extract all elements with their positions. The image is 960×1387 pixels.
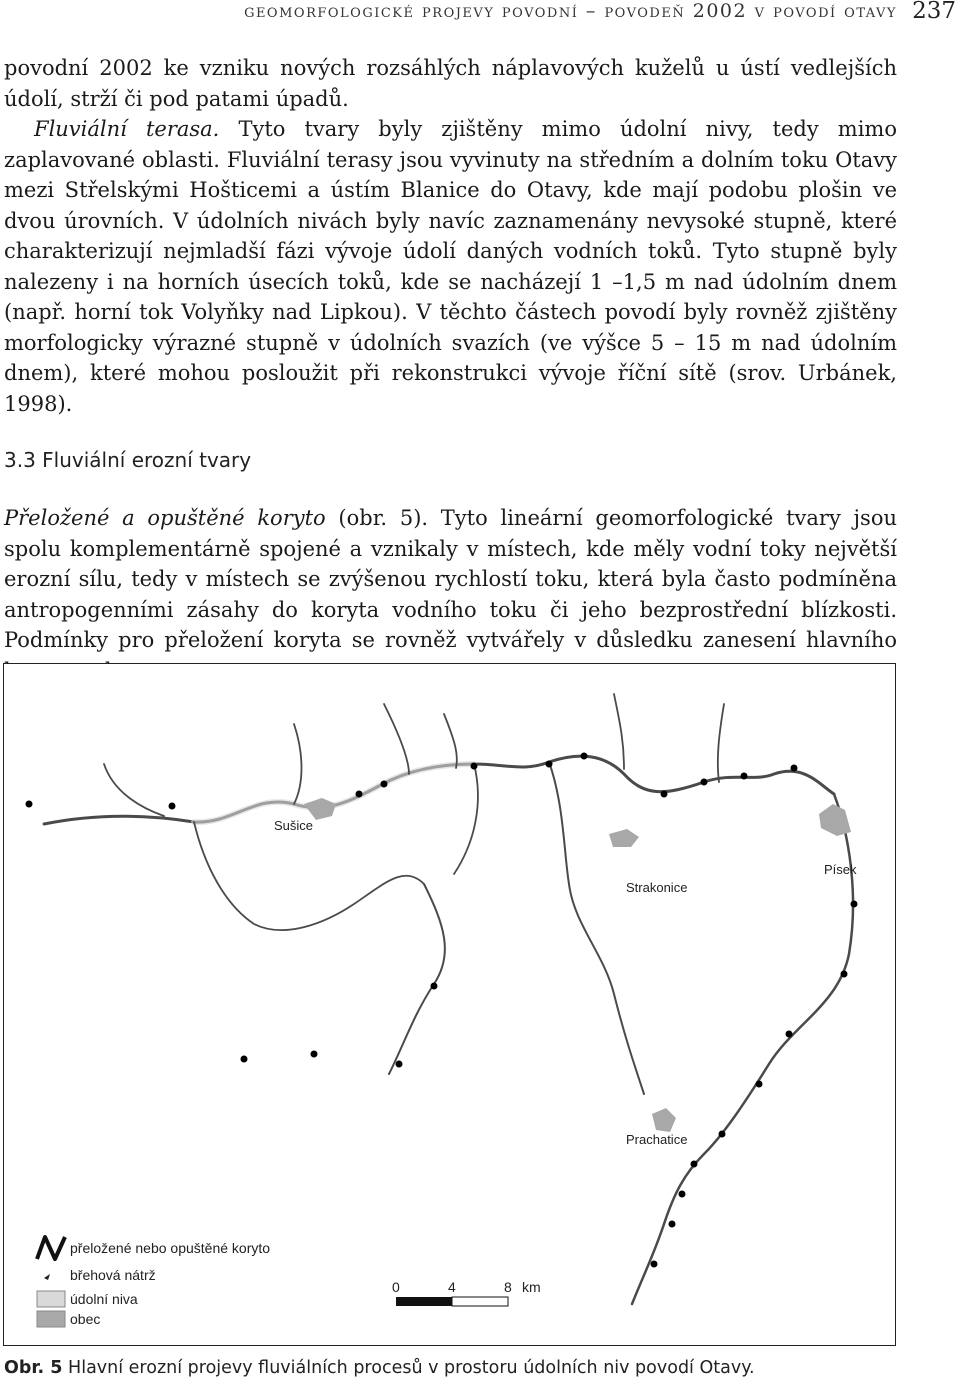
river-north-3	[718, 704, 724, 782]
paragraph-2-text: Tyto tvary byly zjištěny mimo údolní nivy, tedy mimo zaplavované oblasti. Fluviální terasy jsou vyvinuty na středním a dolním toku Otavy mezi Střelskými Hošticemi a ústím Blanice do Otavy, kde mají podobu plošin ve dvou úrovních. V údolních nivách byly navíc zaznamenány nevysoké stupně, které charakterizují nejmladší fázi vývoje údolí daných vodních toků. Tyto stupně byly nalezeny i na horních úsecích toků, kde se nacházejí 1 –1,5 m nad údolním dnem (např. horní tok Volyňky nad Lipkou). V těchto částech povodí byly rovněž zjištěny morfologicky výrazné stupně v údolních svazích (ve výšce 5 – 15 m nad údolním dnem), které mohou posloužit při rekonstrukci vývoje říční sítě (srov. Urbánek, 1998).	[4, 117, 897, 416]
marker	[169, 803, 176, 810]
legend-symbol-bank	[44, 1274, 50, 1280]
marker	[651, 1261, 658, 1268]
scale-unit: km	[522, 1279, 541, 1295]
marker	[471, 763, 478, 770]
term-relocated-channel: Přeložené a opuštěné koryto	[4, 506, 326, 530]
marker	[791, 765, 798, 772]
paragraph-3-text: (obr. 5). Tyto lineární geomorfologické tvary jsou spolu komplementárně spojené a vznikaly v místech, kde měly vodní toky největší erozní sílu, tedy v místech se zvýšenou rychlostí toku, která byla často podmíněna antropogenními zásahy do koryta vodního toku či jeho bezprostřední blízkosti. Podmínky pro přeložení koryta se rovněž vytvářely v důsledku zanesení hlavního	[4, 506, 897, 652]
marker	[396, 1061, 403, 1068]
river-volynka	[549, 762, 644, 1094]
caption-text: Hlavní erozní projevy fluviálních procesů v prostoru údolních niv povodí Otavy.	[68, 1358, 755, 1378]
legend-item-bank: břehová nátrž	[70, 1267, 156, 1283]
figure-caption	[4, 1358, 904, 1378]
marker	[669, 1221, 676, 1228]
river-north-5	[444, 714, 457, 768]
paragraph-1: povodní 2002 ke vzniku nových rozsáhlých náplavových kuželů u ústí vedlejších údolí, strží či pod patami úpadů.	[4, 56, 897, 111]
river-north-4	[294, 724, 302, 804]
legend	[37, 1237, 270, 1327]
legend-item-channel: přeložené nebo opuštěné koryto	[70, 1240, 271, 1256]
marker	[841, 971, 848, 978]
running-title: geomorfologické projevy povodní – povodeň 2002 v povodí otavy	[244, 0, 897, 22]
legend-item-town: obec	[70, 1311, 101, 1327]
marker	[701, 779, 708, 786]
figure-map	[3, 663, 896, 1346]
scale-bar-seg2	[452, 1297, 508, 1306]
marker	[756, 1081, 763, 1088]
town-label-prachatice: Prachatice	[626, 1132, 688, 1147]
term-fluvial-terrace: Fluviální terasa.	[34, 117, 220, 141]
section-heading: 3.3 Fluviální erozní tvary	[4, 448, 252, 472]
marker	[661, 791, 668, 798]
legend-item-floodplain: údolní niva	[70, 1291, 138, 1307]
river-sw-1	[194, 822, 424, 930]
town-label-pisek: Písek	[824, 862, 857, 877]
marker	[786, 1031, 793, 1038]
town-label-strakonice: Strakonice	[626, 880, 688, 895]
town-label-susice: Sušice	[274, 818, 314, 833]
marker	[26, 801, 33, 808]
marker	[741, 773, 748, 780]
marker	[719, 1131, 726, 1138]
legend-symbol-floodplain	[37, 1291, 65, 1307]
erosion-markers	[26, 753, 858, 1268]
caption-label: Obr. 5	[4, 1358, 63, 1378]
marker	[691, 1161, 698, 1168]
town-susice-shape	[304, 798, 336, 820]
scale-tick-8: 8	[504, 1279, 512, 1295]
town-prachatice-shape	[652, 1108, 676, 1132]
scale-tick-0: 0	[392, 1279, 400, 1295]
river-west-branch	[389, 884, 445, 1074]
paragraph-2	[4, 114, 897, 419]
paragraph-3	[4, 503, 897, 686]
river-otava-band	[194, 764, 474, 822]
marker	[356, 791, 363, 798]
river-sw-3	[454, 764, 478, 874]
river-north-2	[614, 694, 624, 769]
scale-bar-seg1	[396, 1297, 452, 1306]
legend-symbol-channel	[37, 1237, 65, 1259]
scale-bar	[392, 1279, 541, 1306]
river-map	[4, 664, 894, 1344]
marker	[381, 781, 388, 788]
legend-symbol-town	[37, 1311, 65, 1327]
marker	[851, 901, 858, 908]
river-north-1	[384, 704, 409, 774]
marker	[311, 1051, 318, 1058]
marker	[241, 1056, 248, 1063]
running-head	[0, 0, 960, 30]
marker	[431, 983, 438, 990]
marker	[546, 761, 553, 768]
scale-tick-4: 4	[448, 1279, 456, 1295]
body-text	[4, 53, 897, 686]
river-blanice	[632, 794, 853, 1304]
town-strakonice-shape	[609, 829, 639, 847]
page-number: 237	[912, 0, 956, 24]
marker	[581, 753, 588, 760]
marker	[679, 1191, 686, 1198]
river-sw-2	[104, 764, 164, 816]
town-pisek-shape	[819, 804, 851, 836]
